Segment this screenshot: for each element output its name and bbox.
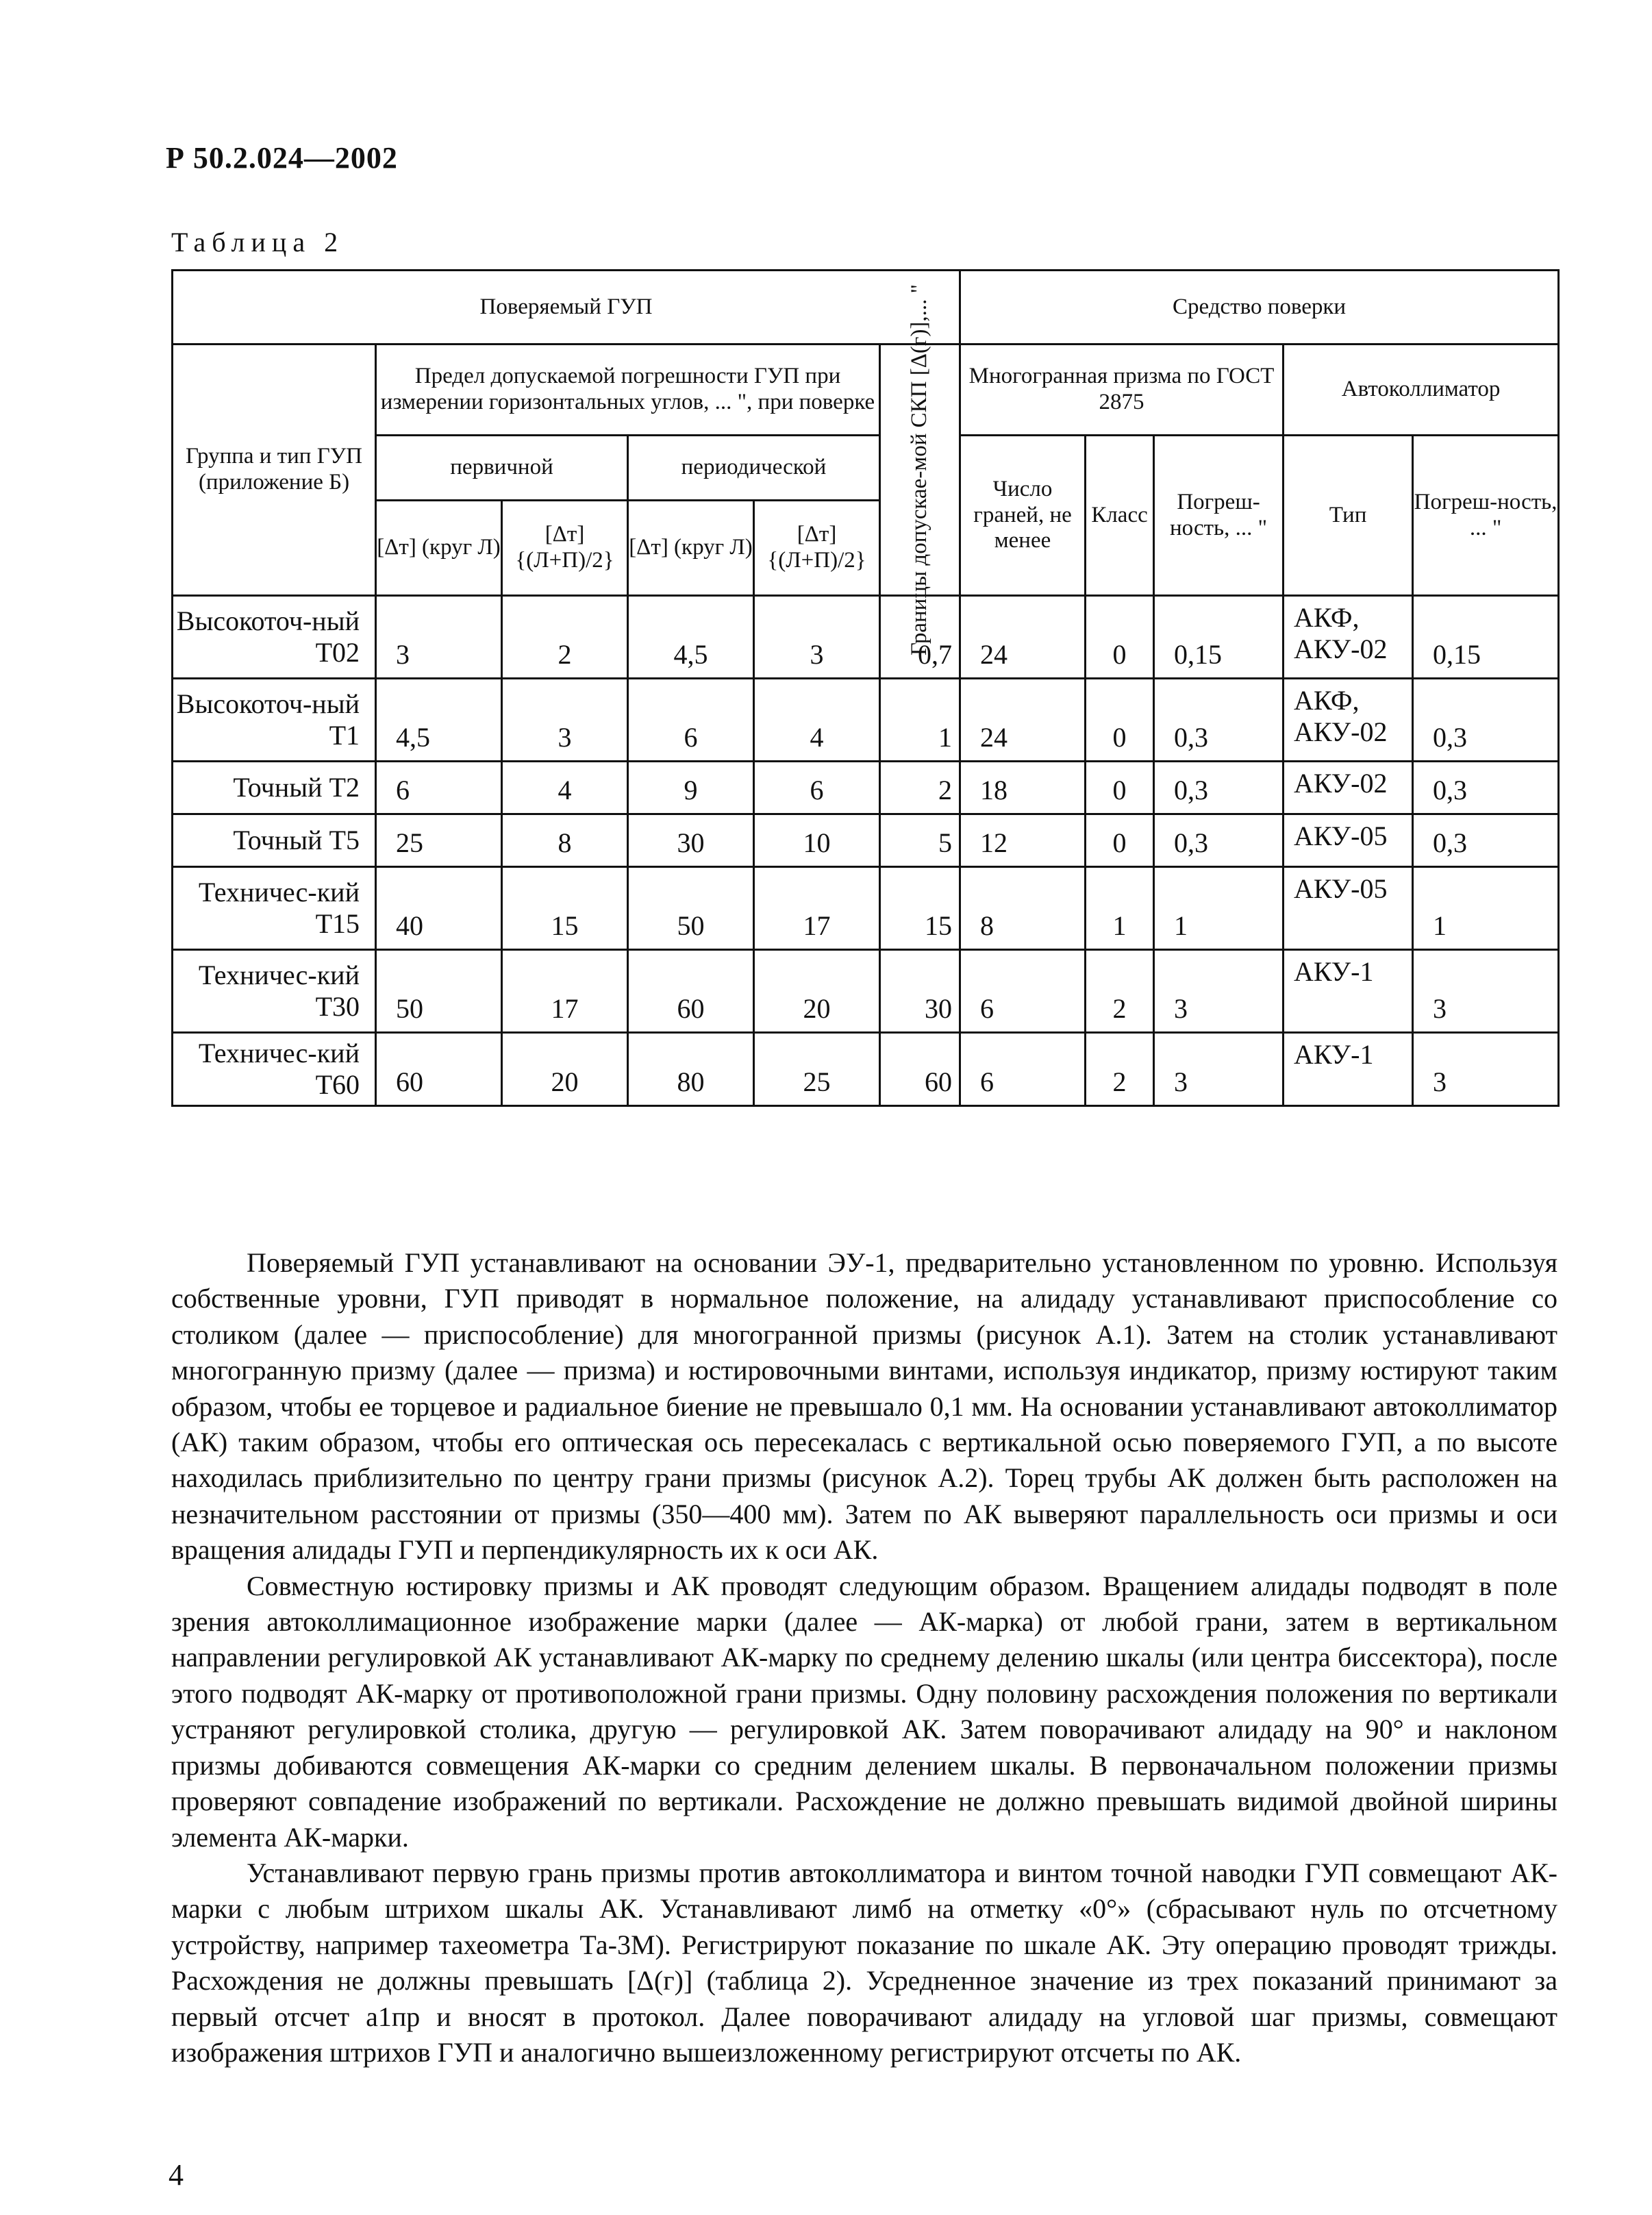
cell-primary-circle: 6 [376,762,502,814]
cell-skp: 2 [880,762,960,814]
cell-primary-lr: 8 [502,814,628,867]
cell-prism-error: 0,3 [1154,762,1284,814]
cell-faces: 24 [960,679,1086,762]
header-group-type: Группа и тип ГУП (приложение Б) [173,345,376,596]
cell-group: Высокоточ-ный Т1 [173,679,376,762]
cell-periodic-circle: 80 [628,1033,754,1106]
cell-ak-type: АКУ-1 [1284,950,1413,1033]
header-prism: Многогранная призма по ГОСТ 2875 [960,345,1284,436]
cell-faces: 12 [960,814,1086,867]
cell-primary-circle: 60 [376,1033,502,1106]
cell-ak-type: АКУ-02 [1284,762,1413,814]
header-faces: Число граней, не менее [960,436,1086,596]
cell-periodic-lr: 10 [754,814,880,867]
cell-prism-error: 3 [1154,950,1284,1033]
cell-primary-lr: 20 [502,1033,628,1106]
cell-class: 1 [1086,867,1154,950]
cell-ak-error: 1 [1413,867,1559,950]
cell-periodic-circle: 50 [628,867,754,950]
header-skp: Границы допускае-мой СКП [Δ(г)],... " [880,345,960,596]
header-class: Класс [1086,436,1154,596]
cell-primary-circle: 3 [376,596,502,679]
cell-primary-circle: 4,5 [376,679,502,762]
cell-periodic-circle: 4,5 [628,596,754,679]
paragraph-3: Устанавливают первую грань призмы против автоколлиматора и винтом точной наводки ГУП совмещают АК-марки с любым штрихом шкалы АК. Устанавливают лимб на отметку «0°» (сбрасывают нуль по отсчетному устройству, например тахеометра Та-3М). Регистрируют показание по шкале АК. Эту операцию проводят трижды. Расхождения не должны превышать [Δ(г)] (таблица 2). Усредненное значение из трех показаний принимают за первый отсчет a1пр и вносят в протокол. Далее поворачивают алидаду на угловой шаг призмы, совмещают изображения штрихов ГУП и аналогично вышеизложенному регистрируют отсчеты по АК. [171,1857,1557,2068]
cell-group: Техничес-кий Т60 [173,1033,376,1106]
header-periodic: периодической [628,436,880,501]
table-row [173,814,1559,867]
document-code: Р 50.2.024—2002 [166,141,398,175]
cell-ak-type: АКФ, АКУ-02 [1284,596,1413,679]
header-ak-error: Погреш-ность, ... " [1413,436,1559,596]
cell-skp: 15 [880,867,960,950]
header-primary: первичной [376,436,628,501]
cell-primary-lr: 15 [502,867,628,950]
cell-prism-error: 0,15 [1154,596,1284,679]
cell-group: Точный Т5 [173,814,376,867]
header-delta-circle-periodic: [Δт] (круг Л) [628,501,754,596]
cell-ak-type: АКУ-1 [1284,1033,1413,1106]
cell-primary-lr: 3 [502,679,628,762]
cell-faces: 6 [960,950,1086,1033]
cell-ak-type: АКУ-05 [1284,814,1413,867]
header-type: Тип [1284,436,1413,596]
cell-class: 0 [1086,596,1154,679]
cell-class: 0 [1086,762,1154,814]
cell-periodic-circle: 60 [628,950,754,1033]
paragraph-1: Поверяемый ГУП устанавливают на основании ЭУ-1, предварительно установленном по уровню. Используя собственные уровни, ГУП приводят в нормальное положение, на алидаду устанавливают приспособление со столиком (далее — приспособление) для многогранной призмы (рисунок А.1). Затем на столик устанавливают многогранную призму (далее — призма) и юстировочными винтами, используя индикатор, призму юстируют таким образом, чтобы ее торцевое и радиальное биение не превышало 0,1 мм. На основании устанавливают автоколлиматор (АК) таким образом, чтобы его оптическая ось пересекалась с вертикальной осью поверяемого ГУП, а по высоте находилась приблизительно по центру грани призмы (рисунок А.2). Торец трубы АК должен быть расположен на незначительном расстоянии от призмы (350—400 мм). Затем по АК выверяют параллельность оси призмы и оси вращения алидады ГУП и перпендикулярность их к оси АК. [171,1247,1557,1566]
table-row [173,596,1559,679]
cell-ak-error: 0,15 [1413,596,1559,679]
table-row [173,762,1559,814]
cell-faces: 8 [960,867,1086,950]
cell-periodic-circle: 9 [628,762,754,814]
cell-ak-error: 0,3 [1413,679,1559,762]
paragraph-2: Совместную юстировку призмы и АК проводят следующим образом. Вращением алидады подводят в поле зрения автоколлимационное изображение марки (далее — АК-марка) от любой грани, затем в вертикальном направлении регулировкой АК устанавливают АК-марку по среднему делению шкалы (или центра биссектора), после этого подводят АК-марку от противоположной грани призмы. Одну половину расхождения положения по вертикали устраняют регулировкой столика, другую — регулировкой АК. Затем поворачивают алидаду на 90° и наклоном призмы добиваются совмещения АК-марки со средним делением шкалы. В первоначальном положении призмы проверяют совпадение изображений по вертикали. Расхождение не должно превышать видимой двойной ширины элемента АК-марки. [171,1570,1557,1853]
cell-skp: 30 [880,950,960,1033]
table-caption: Таблица 2 [171,227,345,258]
cell-ak-error: 3 [1413,950,1559,1033]
cell-group: Точный Т2 [173,762,376,814]
cell-ak-type: АКУ-05 [1284,867,1413,950]
cell-faces: 18 [960,762,1086,814]
cell-prism-error: 1 [1154,867,1284,950]
header-prism-error: Погреш-ность, ... " [1154,436,1284,596]
cell-primary-lr: 4 [502,762,628,814]
body-text [171,1245,1557,2070]
cell-group: Техничес-кий Т30 [173,950,376,1033]
cell-periodic-lr: 20 [754,950,880,1033]
cell-class: 2 [1086,950,1154,1033]
cell-periodic-lr: 3 [754,596,880,679]
table-row [173,950,1559,1033]
cell-prism-error: 0,3 [1154,679,1284,762]
cell-group: Высокоточ-ный Т02 [173,596,376,679]
header-limit: Предел допускаемой погрешности ГУП при измерении горизонтальных углов, ... ", при поверке [376,345,880,436]
cell-class: 0 [1086,814,1154,867]
cell-skp: 0,7 [880,596,960,679]
header-verified: Поверяемый ГУП [173,271,960,345]
cell-periodic-lr: 4 [754,679,880,762]
cell-skp: 60 [880,1033,960,1106]
cell-skp: 5 [880,814,960,867]
tolerance-table [171,269,1560,1107]
cell-ak-error: 3 [1413,1033,1559,1106]
table-row [173,679,1559,762]
cell-periodic-circle: 30 [628,814,754,867]
cell-ak-error: 0,3 [1413,762,1559,814]
table-row [173,1033,1559,1106]
header-means: Средство поверки [960,271,1559,345]
cell-faces: 6 [960,1033,1086,1106]
cell-prism-error: 3 [1154,1033,1284,1106]
cell-class: 0 [1086,679,1154,762]
cell-primary-lr: 17 [502,950,628,1033]
cell-primary-circle: 50 [376,950,502,1033]
cell-periodic-circle: 6 [628,679,754,762]
header-delta-circle-primary: [Δт] (круг Л) [376,501,502,596]
cell-primary-circle: 40 [376,867,502,950]
cell-prism-error: 0,3 [1154,814,1284,867]
cell-ak-type: АКФ, АКУ-02 [1284,679,1413,762]
cell-primary-lr: 2 [502,596,628,679]
cell-periodic-lr: 25 [754,1033,880,1106]
cell-periodic-lr: 6 [754,762,880,814]
cell-primary-circle: 25 [376,814,502,867]
header-delta-lr-periodic: [Δт] {(Л+П)/2} [754,501,880,596]
cell-skp: 1 [880,679,960,762]
cell-group: Техничес-кий Т15 [173,867,376,950]
cell-periodic-lr: 17 [754,867,880,950]
page-number: 4 [168,2158,184,2192]
header-autocollimator: Автоколлиматор [1284,345,1559,436]
header-delta-lr-primary: [Δт] {(Л+П)/2} [502,501,628,596]
table-row [173,867,1559,950]
cell-faces: 24 [960,596,1086,679]
cell-ak-error: 0,3 [1413,814,1559,867]
cell-class: 2 [1086,1033,1154,1106]
